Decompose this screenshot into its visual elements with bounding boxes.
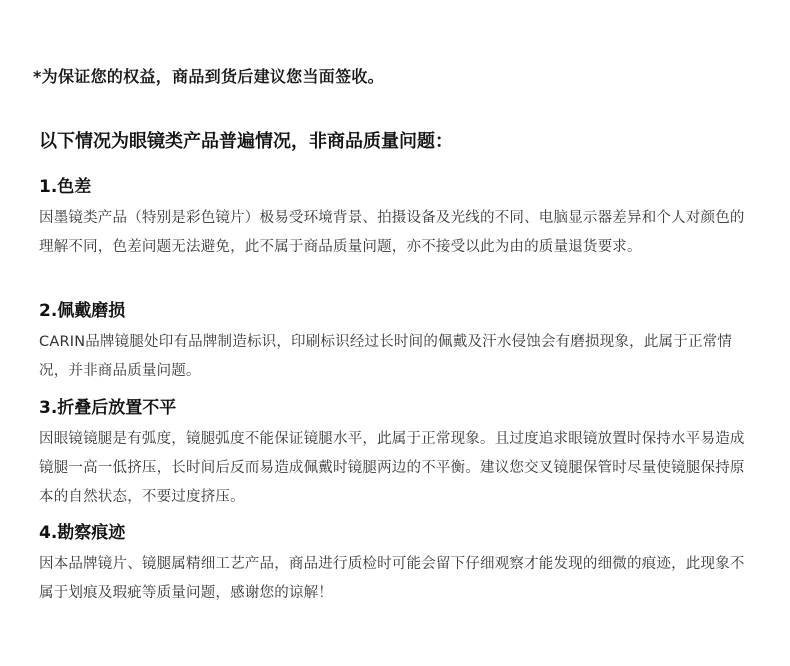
section-title: 1.色差 (39, 177, 92, 197)
delivery-notice: *为保证您的权益，商品到货后建议您当面签收。 (33, 67, 384, 86)
intro-heading: 以下情况为眼镜类产品普遍情况，非商品质量问题： (39, 131, 453, 152)
section-body: 因本品牌镜片、镜腿属精细工艺产品，商品进行质检时可能会留下仔细观察才能发现的细微的痕迹，此现象不属于划痕及瑕疵等质量问题，感谢您的谅解！ (39, 556, 745, 601)
section-title: 3.折叠后放置不平 (39, 398, 177, 418)
section-body: 因眼镜镜腿是有弧度，镜腿弧度不能保证镜腿水平，此属于正常现象。且过度追求眼镜放置时保持水平易造成镜腿一高一低挤压，长时间后反而易造成佩戴时镜腿两边的不平衡。建议您交叉镜腿保管时尽量使镜腿保持原本的自然状态，不要过度挤压。 (39, 431, 745, 505)
section-color-difference (39, 172, 759, 262)
section-wear (39, 296, 759, 386)
section-inspection-marks (39, 518, 759, 608)
section-title: 4.勘察痕迹 (39, 523, 126, 543)
section-body: CARIN品牌镜腿处印有品牌制造标识，印刷标识经过长时间的佩戴及汗水侵蚀会有磨损现象，此属于正常情况，并非商品质量问题。 (39, 334, 733, 379)
section-title: 2.佩戴磨损 (39, 301, 126, 321)
section-body: 因墨镜类产品（特别是彩色镜片）极易受环境背景、拍摄设备及光线的不同、电脑显示器差异和个人对颜色的理解不同，色差问题无法避免，此不属于商品质量问题，亦不接受以此为由的质量退货要求。 (39, 210, 745, 255)
section-folding (39, 393, 759, 512)
